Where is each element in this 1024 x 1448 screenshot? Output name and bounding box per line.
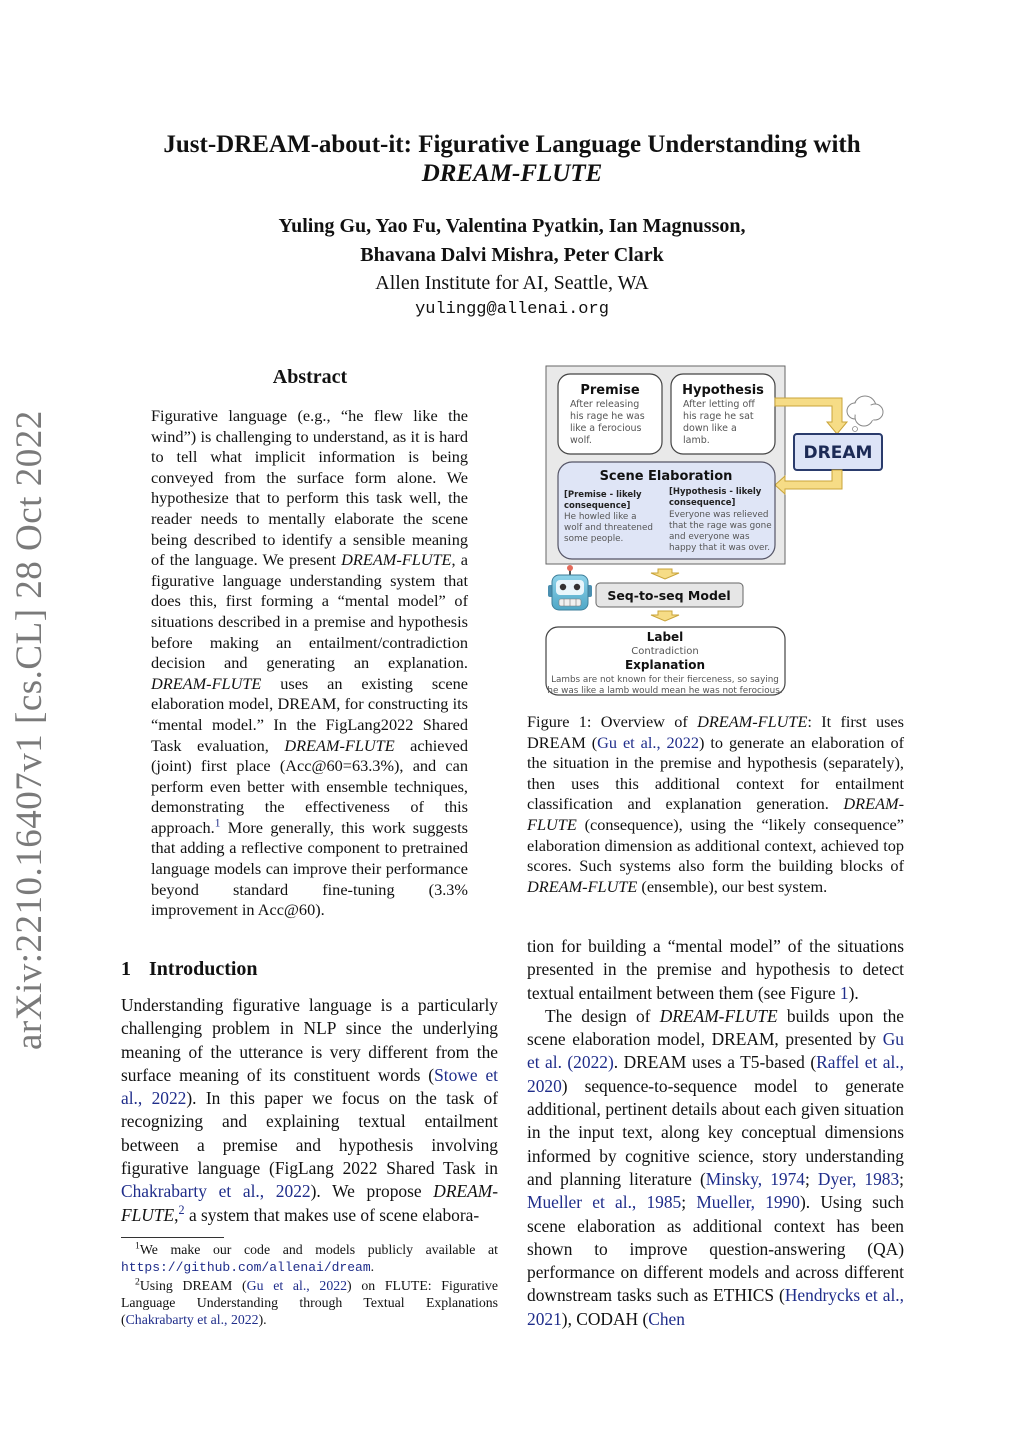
right-column-text — [527, 935, 904, 1331]
output-label-title: Label — [646, 630, 684, 644]
premise-line: like a ferocious — [570, 423, 642, 434]
scene-hypothesis-line: Everyone was relieved — [669, 510, 769, 520]
citation-link[interactable]: Chakrabarty et al., 2022 — [121, 1181, 311, 1202]
footnote-2: $^2$Using DREAM (Gu et al., 2022) on FLUTE: Figurative Language Understanding through Textual Explanations (Chakrabarty et al., 2022). — [121, 1276, 498, 1327]
thought-cloud-icon — [847, 396, 883, 432]
scene-hypothesis-line: and everyone was — [669, 532, 750, 542]
section-heading-introduction — [121, 958, 258, 981]
scene-premise-tag: consequence] — [564, 501, 631, 511]
citation-link[interactable]: Gu et al. (2022) — [527, 1029, 904, 1073]
hypothesis-title: Hypothesis — [682, 383, 764, 398]
premise-title: Premise — [580, 383, 640, 398]
section-title: Introduction — [149, 958, 258, 980]
paragraph-dream-design: The design of DREAM-FLUTE builds upon the scene elaboration model, DREAM, presented by Gu et al. (2022). DREAM uses a T5-based (Raffel et al., 2020) sequence-to-sequence model to generate additional, pertinent details about each given situation in the input text, along key conceptual dimensions informed by cognitive science, story understanding and planning literature (Minsky, 1974; Dyer, 1983; Mueller et al., 1985; Mueller, 1990). Using such scene elaboration as additional context has been shown to improve question-answering (QA) performance on different models and across different downstream tasks such as ETHICS (Hendrycks et al., 2021), CODAH (Chen — [527, 1005, 905, 1329]
title-line-1: Just-DREAM-about-it: Figurative Language Understanding with — [163, 131, 861, 158]
abstract-body: Figurative language (e.g., “he flew like the wind”) is challenging to understand, as it is hard to tell what implicit information is being conveyed from the surface form alone. We hypothesize that to perform this task well, the reader needs to mentally elaborate the scene being described to identify a sensible meaning of the language. We present DREAM-FLUTE, a figurative language understanding system that does this, first forming a “mental model” of situations described in a premise and hypothesis before making an entailment/contradiction decision and generating an explanation. DREAM-FLUTE uses an existing scene elaboration model, DREAM, for constructing its “mental model.” In the FigLang2022 Shared Task evaluation, DREAM-FLUTE achieved (joint) first place (Acc@60=63.3%), and can perform even better with ensemble techniques, demonstrating the effectiveness of this approach.$^1$ More generally, this work suggests that adding a reflective component to pretrained language models can improve their performance beyond standard fine-tuning (3.3% improvement in Acc@60). — [151, 406, 468, 920]
output-explanation-line: Lambs are not known for their fierceness, so saying — [551, 675, 779, 685]
paper-title — [120, 130, 904, 188]
hypothesis-line: down like a — [683, 423, 737, 434]
authors-line-2: Bhavana Dalvi Mishra, Peter Clark — [360, 244, 664, 266]
citation-link[interactable]: Chakrabarty et al., 2022 — [125, 1312, 259, 1327]
author-email[interactable]: yulingg@allenai.org — [415, 300, 609, 319]
citation-link[interactable]: Gu et al., 2022 — [246, 1278, 348, 1293]
scene-premise-line: wolf and threatened — [564, 523, 653, 533]
citation-link[interactable]: Chen — [648, 1308, 685, 1329]
premise-line: his rage he was — [570, 411, 645, 422]
figure-1-caption: Figure 1: Overview of DREAM-FLUTE: It first uses DREAM (Gu et al., 2022) to generate an elaboration of the situation in the premise and hypothesis (separately), then uses this additional context for entailment classification and explanation generation. DREAM-FLUTE (consequence), using the “likely consequence” elaboration dimension as additional context, achieved top scores. Such systems also form the building blocks of DREAM-FLUTE (ensemble), our best system. — [527, 712, 905, 896]
scene-hypothesis-line: that the rage was gone — [669, 521, 772, 531]
footnote-ref-1[interactable]: 1 — [214, 817, 221, 830]
premise-line: wolf. — [570, 435, 592, 446]
section-number: 1 — [121, 958, 131, 980]
hypothesis-line: After letting off — [683, 399, 755, 410]
scene-hypothesis-line: happy that it was over. — [669, 543, 771, 553]
citation-link[interactable]: Hendrycks et al., 2021 — [527, 1285, 904, 1329]
paragraph-continuation: tion for building a “mental model” of the situations presented in the premise and hypothesis to detect textual entailment between them (see Figure 1). — [527, 936, 904, 1003]
footnote-ref-2[interactable]: 2 — [178, 1202, 185, 1217]
arrow-down-1 — [651, 569, 679, 579]
citation-link[interactable]: Mueller et al., 1985 — [527, 1192, 682, 1213]
citation-link[interactable]: Gu et al., 2022 — [597, 732, 700, 752]
affiliation: Allen Institute for AI, Seattle, WA — [375, 272, 649, 294]
footnotes — [121, 1241, 498, 1329]
robot-icon — [548, 565, 592, 610]
author-list — [120, 212, 904, 270]
arrow-to-dream — [775, 398, 847, 434]
scene-title: Scene Elaboration — [599, 469, 733, 484]
output-explanation-line: he was like a lamb would mean he was not ferocious. — [547, 686, 783, 696]
citation-link[interactable]: Stowe et al., 2022 — [121, 1064, 498, 1109]
footnote-divider — [121, 1237, 224, 1238]
title-line-2: DREAM-FLUTE — [421, 160, 603, 187]
premise-line: After releasing — [570, 399, 640, 410]
citation-link[interactable]: Mueller, 1990 — [696, 1192, 801, 1213]
scene-premise-line: some people. — [564, 534, 624, 544]
figure-ref-link[interactable]: 1 — [839, 982, 849, 1003]
intro-paragraph: Understanding figurative language is a particularly challenging problem in NLP since the underlying meaning of the utterance is very different from the surface meaning of its constituent words (Stowe et al., 2022). In this paper we focus on the task of recognizing and explaining textual entailment between a premise and hypothesis involving figurative language (FigLang 2022 Shared Task in Chakrabarty et al., 2022). We propose DREAM-FLUTE,$^2$ a system that makes use of scene elabora- — [121, 995, 499, 1225]
scene-premise-line: He howled like a — [564, 512, 637, 522]
arxiv-stamp: arXiv:2210.16407v1 [cs.CL] 28 Oct 2022 — [9, 410, 50, 1050]
hypothesis-line: his rage he sat — [683, 411, 754, 422]
hypothesis-line: lamb. — [683, 435, 710, 446]
scene-premise-tag: [Premise - likely — [564, 490, 642, 500]
citation-link[interactable]: Dyer, 1983 — [817, 1168, 900, 1189]
output-explanation-title: Explanation — [624, 658, 706, 672]
authors-line-1: Yuling Gu, Yao Fu, Valentina Pyatkin, Ian Magnusson, — [278, 215, 746, 237]
seq2seq-label: Seq-to-seq Model — [607, 588, 731, 603]
footnote-1: $^1$We make our code and models publicly available at https://github.com/allenai/dream. — [121, 1240, 498, 1275]
scene-hypothesis-tag: consequence] — [669, 498, 736, 508]
scene-hypothesis-tag: [Hypothesis - likely — [669, 487, 762, 497]
abstract-heading: Abstract — [272, 366, 348, 388]
arrow-down-2 — [651, 611, 679, 621]
figure-1-diagram — [545, 364, 885, 699]
code-url-link[interactable]: https://github.com/allenai/dream — [121, 1260, 371, 1275]
citation-link[interactable]: Raffel et al., 2020 — [527, 1052, 904, 1096]
citation-link[interactable]: Minsky, 1974 — [705, 1168, 805, 1189]
output-label-value: Contradiction — [631, 646, 699, 657]
dream-label: DREAM — [803, 443, 873, 463]
